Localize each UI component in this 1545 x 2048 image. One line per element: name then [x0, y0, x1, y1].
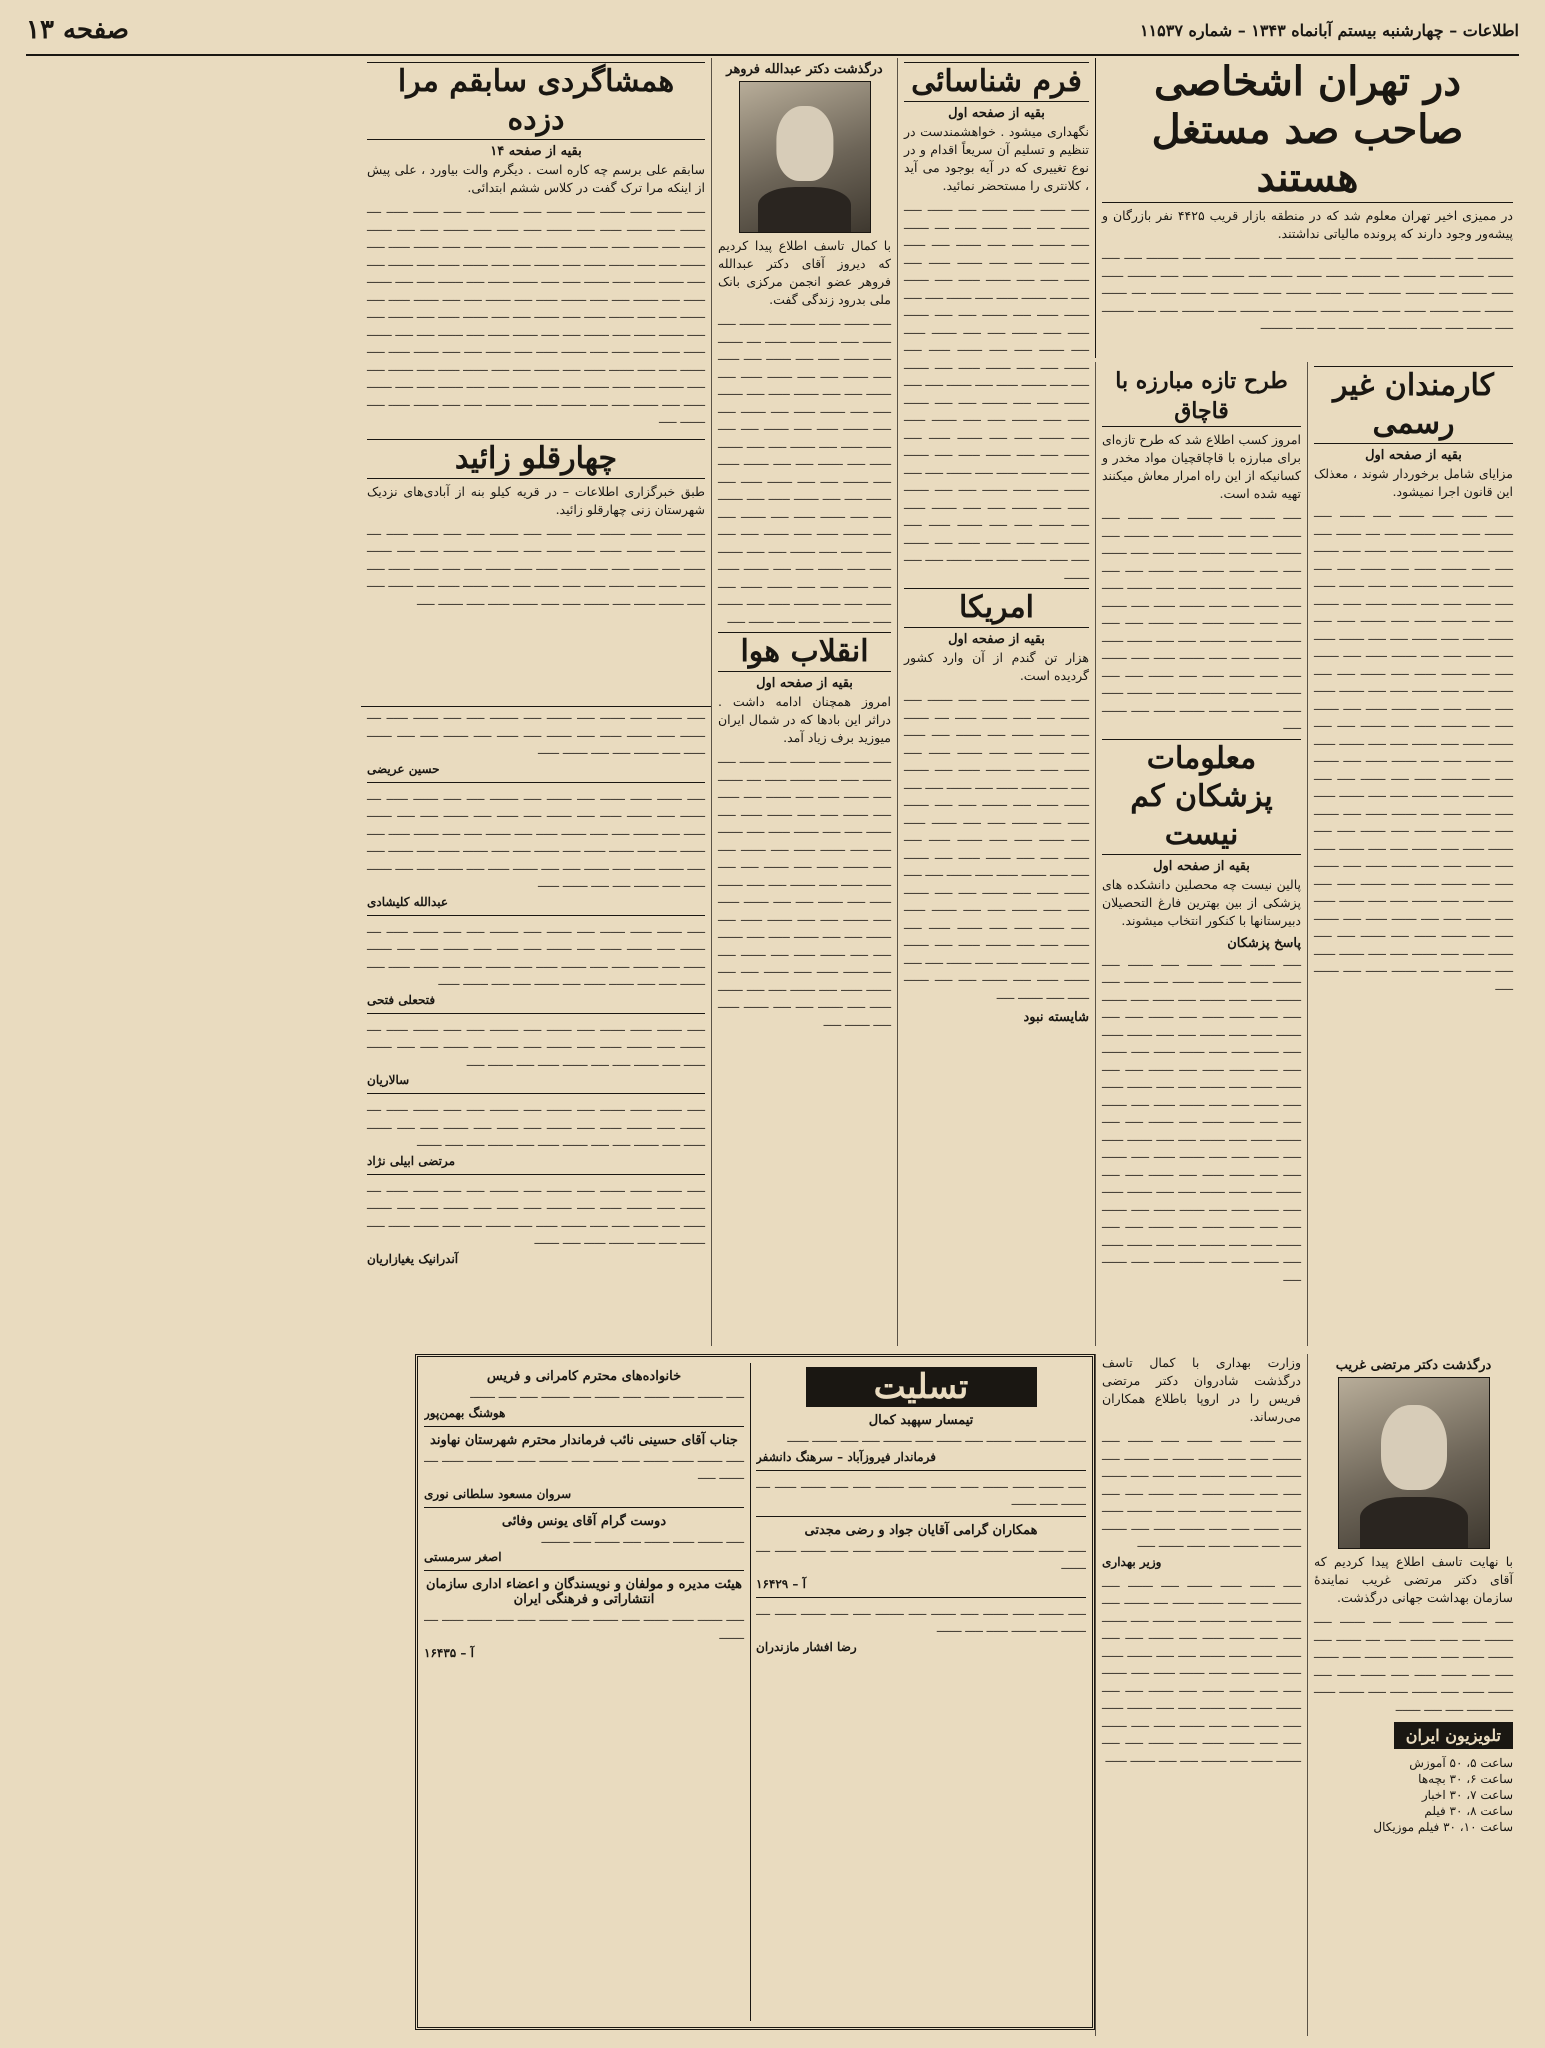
notice-sign: هوشنگ بهمن‌پور — [424, 1405, 506, 1420]
lead-article — [1095, 58, 1519, 358]
tv-schedule — [1314, 1755, 1513, 1835]
fares-sign: وزیر بهداری — [1102, 1554, 1162, 1569]
america-headline: امریکا — [904, 588, 1089, 628]
tv-item: ساعت ۸، ۳۰ فیلم — [1424, 1804, 1513, 1818]
check-sign: آندرانیک یغیازاریان — [367, 1251, 459, 1266]
tv-item: ساعت ۱۰، ۳۰ فیلم موزیکال — [1373, 1820, 1513, 1834]
quadruplets-body: ـــــ ـــــــ ــــــ ـــــــ ـــــ ـــــــ ـــــ ــــــــ ـــــ ـــــ ـــــــ ــــــ ــــ ـــــــ ـــــ ـــــــ ــــــ ـــــ ـــــــ ـــــ ــــــ ـــــ ـــــــ ـــــ ـــــ ـــــــ ــــــ ـــــ ـــــــ ـــــ ـــــ ـــــــ ــــــ ـــــ ـــــــ ـــــ ـــــ ـــــــ ــــــ ـــــ ـــــــ ـــــ ـــــ ـــــــ ــــــ ـــــ ـــــــ ـــــ ـــــ ـــــــ ــــــ ـــــ ـــــــ ـــــ ـــــ ـــــــ ــــــ ـــــ ـــــــ ـــــ ـــــ ـــــــ ــــــ ـــــ ـــــــ ـــــ — [367, 523, 705, 608]
informal-text: مزایای شامل برخوردار شوند ، معذلک این قانون اجرا نمیشود. — [1314, 466, 1513, 499]
america-text: هزار تن گندم از آن وارد کشور گردیده است. — [904, 650, 1089, 683]
check-sign: مرتضی ابیلی نژاد — [367, 1153, 456, 1168]
smuggling-headline: طرح تازه مبارزه با قاچاق — [1102, 366, 1301, 427]
hamshagardi-body: ـــــ ـــــــ ــــــ ـــــــ ـــــ ـــــــ ـــــ ــــــــ ـــــ ـــــ ـــــــ ــــــ ــــ ـــــــ ـــــ ـــــــ ــــــ ـــــ ـــــــ ـــــ ــــــ ـــــ ـــــــ ـــــ ـــــ ـــــــ ــــــ ـــــ ـــــــ ـــــ ـــــ ـــــــ ــــــ ـــــ ـــــــ ـــــ ـــــ ـــــــ ــــــ ـــــ ـــــــ ـــــ ـــــ ـــــــ ــــــ ـــــ ـــــــ ـــــ ـــــ ـــــــ ــــــ ـــــ ـــــــ ـــــ ـــــ ـــــــ ــــــ ـــــ ـــــــ ـــــ ـــــ ـــــــ ــــــ ـــــ ـــــــ ـــــ ـــــ ـــــــ ــــــ ـــــ ـــــــ ـــــ ـــــ ـــــــ ــــــ ـــــ ـــــــ ـــــ ـــــ ـــــــ ــــــ ـــــ ـــــــ ـــــ ـــــ ـــــــ ــــــ ـــــ ـــــــ ـــــ ـــــ ـــــــ ــــــ ـــــ ـــــــ ـــــ ـــــ ـــــــ ــــــ ـــــ ـــــــ ـــــ ـــــ ـــــــ ــــــ ـــــ ـــــــ ـــــ ـــــ ـــــــ ــــــ ـــــ ـــــــ ـــــ ـــــ ـــــــ ــــــ ـــــ ـــــــ ـــــ ـــــ ـــــــ ــــــ ـــــ ـــــــ ـــــ ـــــ ـــــــ ــــــ ـــــ ـــــــ ـــــ ـــــ ـــــــ ــــــ ـــــ ـــــــ ـــــ ـــــ ـــــــ ــــــ ـــــ ـــــــ ـــــ ـــــ ـــــــ ــــــ ـــــ ـــــــ ـــــ ـــــ ـــــــ ــــــ ـــــ ـــــــ ـــــ ـــــ ـــــــ ــــــ ـــــ ـــــــ ـــــ ـــــ ـــــــ ــــــ ـــــ ـــــــ ـــــ — [367, 202, 705, 426]
forouhar-article — [711, 58, 897, 1346]
notice-sign: آ – ۱۶۴۲۹ — [756, 1576, 806, 1591]
doctors-text: پالین نیست چه محصلین دانشکده های پزشکی از بین بهترین فارغ التحصیلان دبیرستانها با کنکور انتخاب میشوند. — [1102, 876, 1301, 928]
check-sign: عبدالله کلیشادی — [367, 894, 449, 909]
quadruplets-headline: چهارقلو زائید — [367, 439, 705, 479]
hamshagardi-kicker: بقیه از صفحه ۱۴ — [490, 144, 582, 159]
weather-headline: انقلاب هوا — [718, 632, 891, 672]
america-kicker: بقیه از صفحه اول — [948, 632, 1045, 647]
forouhar-text: با کمال تاسف اطلاع پیدا کردیم که دیروز آقای دکتر عبدالله فروهر عضو انجمن مرکزی بانک ملی بدرود زندگی گفت. — [718, 238, 891, 307]
doctors-kicker: بقیه از صفحه اول — [1153, 858, 1250, 874]
gharib-text: با نهایت تاسف اطلاع پیدا کردیم که آقای دکتر مرتضی غریب نمایندۀ سازمان بهداشت جهانی درگذشت. — [1314, 1554, 1513, 1605]
gharib-photo — [1338, 1377, 1490, 1549]
hamshagardi-article — [361, 58, 711, 698]
condolence-right: تسلیت تیمسار سپهبد کمال ـــــ ـــــــ ــــــ ـــــــ ـــــ ـــــــ ـــــ ــــــــ ـــــ ـــــ ـــــــ ــــــ فرماندار فیروزآباد – سرهنگ دانشفر ـــــ ـــــــ ــــــ ـــــــ ـــــ ـــــــ ـــــ ــــــــ ـــــ ـــــ ـــــــ ــــــ ــــ ـــــــ ـــــ ـــــــ همکاران گرامی آقایان جواد و رضی مجدتی ـــــ ـــــــ ــــــ ـــــــ ـــــ ـــــــ ـــــ ــــــــ ـــــ ـــــ ـــــــ ــــــ ــــ ـــــــ آ – ۱۶۴۲۹ ـــــ ـــــــ ــــــ ـــــــ ـــــ ـــــــ ـــــ ــــــــ ـــــ ـــــ ـــــــ ــــــ ــــ ـــــــ ـــــ ـــــــ ــــــ ـــــ ـــــــ رضا افشار مازندران — [756, 1367, 1086, 1654]
morphology-text: نگهداری میشود . خواهشمندست در تنظیم و تسلیم آن سریعاً اقدام و در نوع تغییری که در آیه بوجود می آید ، کلانتری را مستحضر نمائید. — [904, 124, 1089, 193]
quadruplets-text: طبق خبرگزاری اطلاعات – در قریه کیلو بنه از آبادی‌های نزدیک شهرستان زنی چهارقلو زائید. — [367, 483, 705, 517]
lost-checks: ـــــ ـــــــ ــــــ ـــــــ ـــــ ـــــــ ـــــ ــــــــ ـــــ ـــــ ـــــــ ــــــ ــــ ـــــــ ـــــ ـــــــ ــــــ ـــــ ـــــــ ـــــ ــــــ ـــــ ـــــــ ـــــ ـــــ ـــــــ ــــــ ـــــ ـــــــ ـــــ ـــــ ـــــــ ــــــ حسین عریضی ـــــ ـــــــ ــــــ ـــــــ ـــــ ـــــــ ـــــ ــــــــ ـــــ ـــــ ـــــــ ــــــ ــــ ـــــــ ـــــ ـــــــ ــــــ ـــــ ـــــــ ـــــ ــــــ ـــــ ـــــــ ـــــ ـــــ ـــــــ ــــــ ـــــ ـــــــ ـــــ ـــــ ـــــــ ــــــ ـــــ ـــــــ ـــــ ـــــ ـــــــ ــــــ ـــــ ـــــــ ـــــ ـــــ ـــــــ ــــــ ـــــ ـــــــ ـــــ ـــــ ـــــــ ــــــ ـــــ ـــــــ ـــــ ـــــ ـــــــ ــــــ ـــــ ـــــــ ـــــ ـــــ ـــــــ ــــــ ـــــ ـــــــ ـــــ ـــــ ـــــــ ــــــ ـــــ ـــــــ ـــــ ـــــ ـــــــ ــــــ عبدالله کلیشادی ـــــ ـــــــ ــــــ ـــــــ ـــــ ـــــــ ـــــ ــــــــ ـــــ ـــــ ـــــــ ــــــ ــــ ـــــــ ـــــ ـــــــ ــــــ ـــــ ـــــــ ـــــ ــــــ ـــــ ـــــــ ـــــ ـــــ ـــــــ ــــــ ـــــ ـــــــ ـــــ ـــــ ـــــــ ــــــ ـــــ ـــــــ ـــــ ـــــ ـــــــ ــــــ ـــــ ـــــــ ـــــ ـــــ ـــــــ ــــــ ـــــ ـــــــ ـــــ ـــــ ـــــــ ــــــ فتحعلی فتحی ـــــ ـــــــ ــــــ ـــــــ ـــــ ـــــــ ـــــ ــــــــ ـــــ ـــــ ـــــــ ــــــ ــــ ـــــــ ـــــ ـــــــ ــــــ ـــــ ـــــــ ـــــ ــــــ ـــــ ـــــــ ـــــ ـــــ ـــــــ ــــــ ـــــ ـــــــ ـــــ ـــــ ـــــــ ــــــ ـــــ ـــــــ ـــــ سالاریان ـــــ ـــــــ ــــــ ـــــــ ـــــ ـــــــ ـــــ ــــــــ ـــــ ـــــ ـــــــ ــــــ ــــ ـــــــ ـــــ ـــــــ ــــــ ـــــ ـــــــ ـــــ ــــــ ـــــ ـــــــ ـــــ ـــــ ـــــــ ــــــ ـــــ ـــــــ ـــــ ـــــ ـــــــ ــــــ ـــــ ـــــــ ـــــ ـــــ ـــــــ مرتضی ابیلی نژاد ـــــ ـــــــ ــــــ ـــــــ ـــــ ـــــــ ـــــ ــــــــ ـــــ ـــــ ـــــــ ــــــ ــــ ـــــــ ـــــ ـــــــ ــــــ ـــــ ـــــــ ـــــ ــــــ ـــــ ـــــــ ـــــ ـــــ ـــــــ ــــــ ـــــ ـــــــ ـــــ ـــــ ـــــــ ــــــ ـــــ ـــــــ ـــــ ـــــ ـــــــ ــــــ ـــــ ـــــــ ـــــ ـــــ ـــــــ ــــــ ـــــ ـــــــ آندرانیک یغیازاریان — [361, 706, 711, 2036]
columns — [26, 58, 1519, 2036]
informal-kicker: بقیه از صفحه اول — [1365, 448, 1462, 463]
notice-sign: آ – ۱۶۴۳۵ — [424, 1646, 474, 1660]
condolence-left: خانواده‌های محترم کامرانی و فریس ـــــ ـــــــ ــــــ ـــــــ ـــــ ـــــــ ـــــ ــــــــ ـــــ ـــــ ـــــــ هوشنگ بهمن‌پور جناب آقای حسینی نائب فرماندار محترم شهرستان نهاوند ـــــ ـــــــ ــــــ ـــــــ ـــــ ـــــــ ـــــ ــــــــ ـــــ ـــــ ـــــــ ــــــ ــــ ـــــــ ـــــ سروان مسعود سلطانی نوری دوست گرام آقای یونس وفائی ـــــ ـــــــ ــــــ ـــــــ ـــــ ـــــــ ـــــ ــــــــ اصغر سرمستی هیئت مدیره و مولفان و نویسندگان و اعضاء اداری سازمان انتشاراتی و فرهنگی ایران ـــــ ـــــــ ــــــ ـــــــ ـــــ ـــــــ ـــــ ــــــــ ـــــ ـــــ ـــــــ ــــــ ــــ ـــــــ آ – ۱۶۴۳۵ — [424, 1363, 751, 2021]
informal-headline: کارمندان غیر رسمی — [1314, 366, 1513, 444]
check-sign: فتحعلی فتحی — [367, 992, 436, 1007]
condolence-title: تسلیت — [806, 1367, 1037, 1407]
fares-text: وزارت بهداری با کمال تاسف درگذشت شادروان دکتر مرتضی فریس را در اروپا باطلاع همکاران می‌رساند. — [1102, 1355, 1301, 1424]
doctors-body: ـــــ ـــــــ ــــــ ـــــــ ـــــ ـــــــ ـــــ ــــــــ ـــــ ـــــ ـــــــ ــــــ ــــ ـــــــ ـــــ ـــــــ ــــــ ـــــ ـــــــ ـــــ ــــــ ـــــ ـــــــ ـــــ ـــــ ـــــــ ــــــ ـــــ ـــــــ ـــــ ـــــ ـــــــ ــــــ ـــــ ـــــــ ـــــ ـــــ ـــــــ ــــــ ـــــ ـــــــ ـــــ ـــــ ـــــــ ــــــ ـــــ ـــــــ ـــــ ـــــ ـــــــ ــــــ ـــــ ـــــــ ـــــ ـــــ ـــــــ ــــــ ـــــ ـــــــ ـــــ ـــــ ـــــــ ــــــ ـــــ ـــــــ ـــــ ـــــ ـــــــ ــــــ ـــــ ـــــــ ـــــ ـــــ ـــــــ ــــــ ـــــ ـــــــ ـــــ ـــــ ـــــــ ــــــ ـــــ ـــــــ ـــــ ـــــ ـــــــ ــــــ ـــــ ـــــــ ـــــ ـــــ ـــــــ ــــــ ـــــ ـــــــ ـــــ ـــــ ـــــــ ــــــ ـــــ ـــــــ ـــــ ـــــ ـــــــ ــــــ ـــــ ـــــــ ـــــ ـــــ ـــــــ ــــــ ـــــ ـــــــ ـــــ ـــــ ـــــــ ــــــ ـــــ ـــــــ ـــــ ـــــ ـــــــ ــــــ ـــــ ـــــــ ـــــ ـــــ ـــــــ ــــــ ـــــ ـــــــ ـــــ ـــــ ـــــــ ــــــ ـــــ ـــــــ ـــــ ـــــ ـــــــ ــــــ ـــــ ـــــــ ـــــ — [1102, 954, 1301, 1284]
weather-body: ـــــ ـــــــ ــــــ ـــــــ ـــــ ـــــــ ـــــ ــــــــ ـــــ ـــــ ـــــــ ــــــ ــــ ـــــــ ـــــ ـــــــ ــــــ ـــــ ـــــــ ـــــ ــــــ ـــــ ـــــــ ـــــ ـــــ ـــــــ ــــــ ـــــ ـــــــ ـــــ ـــــ ـــــــ ــــــ ـــــ ـــــــ ـــــ ـــــ ـــــــ ــــــ ـــــ ـــــــ ـــــ ـــــ ـــــــ ــــــ ـــــ ـــــــ ـــــ ـــــ ـــــــ ــــــ ـــــ ـــــــ ـــــ ـــــ ـــــــ ــــــ ـــــ ـــــــ ـــــ ـــــ ـــــــ ــــــ ـــــ ـــــــ ـــــ ـــــ ـــــــ ــــــ ـــــ ـــــــ ـــــ ـــــ ـــــــ ــــــ ـــــ ـــــــ ـــــ ـــــ ـــــــ ــــــ ـــــ ـــــــ ـــــ ـــــ ـــــــ ــــــ ـــــ ـــــــ ـــــ ـــــ ـــــــ ــــــ ـــــ ـــــــ ـــــ ـــــ ـــــــ ــــــ ـــــ ـــــــ ـــــ ـــــ ـــــــ ــــــ ـــــ ـــــــ ـــــ — [718, 752, 891, 1029]
america-body: ـــــ ـــــــ ــــــ ـــــــ ـــــ ـــــــ ـــــ ــــــــ ـــــ ـــــ ـــــــ ــــــ ــــ ـــــــ ـــــ ـــــــ ــــــ ـــــ ـــــــ ـــــ ــــــ ـــــ ـــــــ ـــــ ـــــ ـــــــ ــــــ ـــــ ـــــــ ـــــ ـــــ ـــــــ ــــــ ـــــ ـــــــ ـــــ ـــــ ـــــــ ــــــ ـــــ ـــــــ ـــــ ـــــ ـــــــ ــــــ ـــــ ـــــــ ـــــ ـــــ ـــــــ ــــــ ـــــ ـــــــ ـــــ ـــــ ـــــــ ــــــ ـــــ ـــــــ ـــــ ـــــ ـــــــ ــــــ ـــــ ـــــــ ـــــ ـــــ ـــــــ ــــــ ـــــ ـــــــ ـــــ ـــــ ـــــــ ــــــ ـــــ ـــــــ ـــــ ـــــ ـــــــ ــــــ ـــــ ـــــــ ـــــ ـــــ ـــــــ ــــــ ـــــ ـــــــ ـــــ ـــــ ـــــــ ــــــ ـــــ ـــــــ ـــــ ـــــ ـــــــ ــــــ ـــــ ـــــــ ـــــ ـــــ ـــــــ ــــــ ـــــ ـــــــ ـــــ ـــــ ـــــــ ــــــ ـــــ ـــــــ ـــــ ـــــ ـــــــ ــــــ ـــــ ـــــــ ـــــ ـــــ ـــــــ ــــــ ـــــ ـــــــ ـــــ — [904, 690, 1089, 1002]
notice-title: جناب آقای حسینی نائب فرماندار محترم شهرستان نهاوند — [430, 1432, 738, 1448]
informal-body: ـــــ ـــــــ ــــــ ـــــــ ـــــ ـــــــ ـــــ ــــــــ ـــــ ـــــ ـــــــ ــــــ ــــ ـــــــ ـــــ ـــــــ ــــــ ـــــ ـــــــ ـــــ ــــــ ـــــ ـــــــ ـــــ ـــــ ـــــــ ــــــ ـــــ ـــــــ ـــــ ـــــ ـــــــ ــــــ ـــــ ـــــــ ـــــ ـــــ ـــــــ ــــــ ـــــ ـــــــ ـــــ ـــــ ـــــــ ــــــ ـــــ ـــــــ ـــــ ـــــ ـــــــ ــــــ ـــــ ـــــــ ـــــ ـــــ ـــــــ ــــــ ـــــ ـــــــ ـــــ ـــــ ـــــــ ــــــ ـــــ ـــــــ ـــــ ـــــ ـــــــ ــــــ ـــــ ـــــــ ـــــ ـــــ ـــــــ ــــــ ـــــ ـــــــ ـــــ ـــــ ـــــــ ــــــ ـــــ ـــــــ ـــــ ـــــ ـــــــ ــــــ ـــــ ـــــــ ـــــ ـــــ ـــــــ ــــــ ـــــ ـــــــ ـــــ ـــــ ـــــــ ــــــ ـــــ ـــــــ ـــــ ـــــ ـــــــ ــــــ ـــــ ـــــــ ـــــ ـــــ ـــــــ ــــــ ـــــ ـــــــ ـــــ ـــــ ـــــــ ــــــ ـــــ ـــــــ ـــــ ـــــ ـــــــ ــــــ ـــــ ـــــــ ـــــ ـــــ ـــــــ ــــــ ـــــ ـــــــ ـــــ ـــــ ـــــــ ــــــ ـــــ ـــــــ ـــــ ـــــ ـــــــ ــــــ ـــــ ـــــــ ـــــ ـــــ ـــــــ ــــــ ـــــ ـــــــ ـــــ ـــــ ـــــــ ــــــ ـــــ ـــــــ ـــــ ـــــ ـــــــ ــــــ ـــــ ـــــــ ـــــ ـــــ ـــــــ ــــــ ـــــ ـــــــ ـــــ ـــــ ـــــــ ــــــ ـــــ ـــــــ ـــــ ـــــ ـــــــ ــــــ ـــــ ـــــــ ـــــ ـــــ ـــــــ ــــــ ـــــ ـــــــ ـــــ ـــــ ـــــــ ــــــ ـــــ ـــــــ ـــــ ـــــ ـــــــ ــــــ ـــــ ـــــــ ـــــ ـــــ ـــــــ ــــــ ـــــ ـــــــ ـــــ ـــــ ـــــــ ــــــ ـــــ ـــــــ ـــــ ـــــ ـــــــ ــــــ ـــــ ـــــــ ـــــ — [1314, 506, 1513, 993]
notice-title: دوست گرام آقای یونس وفائی — [501, 1513, 667, 1529]
lead-headline: در تهران اشخاصی صاحب صد مستغل هستند — [1102, 58, 1513, 203]
weather-text: امروز همچنان ادامه داشت . دراثر این بادها که در شمال ایران میوزید برف زیاد آمد. — [718, 694, 891, 745]
tv-item: ساعت ۵، ۵۰ آموزش — [1409, 1756, 1513, 1770]
forouhar-caption: درگذشت دکتر عبدالله فروهر — [726, 62, 883, 77]
gharib-article — [1307, 1354, 1519, 2036]
gharib-caption: درگذشت دکتر مرتضی غریب — [1335, 1358, 1492, 1373]
lead-text: در ممیزی اخیر تهران معلوم شد که در منطقه بازار قریب ۴۴۲۵ نفر بازرگان و پیشه‌ور وجود دارند که پرونده مالیاتی نداشتند. — [1102, 208, 1513, 241]
morphology-body: ـــــ ـــــــ ــــــ ـــــــ ـــــ ـــــــ ـــــ ــــــــ ـــــ ـــــ ـــــــ ــــــ ــــ ـــــــ ـــــ ـــــــ ــــــ ـــــ ـــــــ ـــــ ــــــ ـــــ ـــــــ ـــــ ـــــ ـــــــ ــــــ ـــــ ـــــــ ـــــ ـــــ ـــــــ ــــــ ـــــ ـــــــ ـــــ ـــــ ـــــــ ــــــ ـــــ ـــــــ ـــــ ـــــ ـــــــ ــــــ ـــــ ـــــــ ـــــ ـــــ ـــــــ ــــــ ـــــ ـــــــ ـــــ ـــــ ـــــــ ــــــ ـــــ ـــــــ ـــــ ـــــ ـــــــ ــــــ ـــــ ـــــــ ـــــ ـــــ ـــــــ ــــــ ـــــ ـــــــ ـــــ ـــــ ـــــــ ــــــ ـــــ ـــــــ ـــــ ـــــ ـــــــ ــــــ ـــــ ـــــــ ـــــ ـــــ ـــــــ ــــــ ـــــ ـــــــ ـــــ ـــــ ـــــــ ــــــ ـــــ ـــــــ ـــــ ـــــ ـــــــ ــــــ ـــــ ـــــــ ـــــ ـــــ ـــــــ ــــــ ـــــ ـــــــ ـــــ ـــــ ـــــــ ــــــ ـــــ ـــــــ ـــــ ـــــ ـــــــ ــــــ ـــــ ـــــــ ـــــ ـــــ ـــــــ ــــــ ـــــ ـــــــ ـــــ ـــــ ـــــــ ــــــ ـــــ ـــــــ ـــــ ـــــ ـــــــ ــــــ ـــــ ـــــــ ـــــ ـــــ ـــــــ ــــــ ـــــ ـــــــ ـــــ ـــــ ـــــــ ــــــ ـــــ ـــــــ ـــــ ـــــ ـــــــ — [904, 200, 1089, 582]
tv-logo: تلویزیون ایران — [1394, 1722, 1513, 1749]
gharib-body: ـــــ ـــــــ ــــــ ـــــــ ـــــ ـــــــ ـــــ ــــــــ ـــــ ـــــ ـــــــ ــــــ ــــ ـــــــ ـــــ ـــــــ ــــــ ـــــ ـــــــ ـــــ ــــــ ـــــ ـــــــ ـــــ ـــــ ـــــــ ــــــ ـــــ ـــــــ ـــــ ـــــ ـــــــ ــــــ ـــــ ـــــــ ـــــ ـــــ ـــــــ ــــــ ـــــ ـــــــ ـــــ ـــــ ـــــــ — [1314, 1612, 1513, 1714]
tv-item: ساعت ۷، ۳۰ اخبار — [1421, 1788, 1513, 1802]
lead-body: ــــــــــ ـــــ ــــــــ ــــــ ـــــــــ ـــ ــــــ ــــــــ ـــــ ـــــــ ـــــــ ـــــ ـــــــــ ـــــ ـــــ ـــــــ ـــــــ ــــ ـــــــــ ــــ ــــــــ ــــــ ـــــــ ــــــ ـــــ ـــــــــ ـــــــ ـــــ ــــــــ ــــــ ــــــ ـــــــ ـــــ ــــــــ ـــــــــ ـــــ ـــــــ ـــــــ ـــــ ـــــــ ـــــ ـــــــ ـــــــ ــــ ـــــــ ــــــــ ـــــ ــــــــ ــــــ ـــــ ـــــــ ــــــــ ــــــ ـــــ ــــــــ ـــــ ـــــــــ ـــــ ـــــ ـــــــــ ـــــ ـــــــ ـــــ ــــــ ــــــــ ـــــ ـــــــ ـــــ ـــــ ـــــــــ — [1102, 248, 1513, 332]
issue-info: اطلاعات – چهارشنبه بیستم آبانماه ۱۳۴۳ – شماره ۱۱۵۳۷ — [1139, 20, 1519, 40]
notice-title: خانواده‌های محترم کامرانی و فریس — [486, 1369, 682, 1384]
forouhar-body: ـــــ ـــــــ ــــــ ـــــــ ـــــ ـــــــ ـــــ ــــــــ ـــــ ـــــ ـــــــ ــــــ ــــ ـــــــ ـــــ ـــــــ ــــــ ـــــ ـــــــ ـــــ ــــــ ـــــ ـــــــ ـــــ ـــــ ـــــــ ــــــ ـــــ ـــــــ ـــــ ـــــ ـــــــ ــــــ ـــــ ـــــــ ـــــ ـــــ ـــــــ ــــــ ـــــ ـــــــ ـــــ ـــــ ـــــــ ــــــ ـــــ ـــــــ ـــــ ـــــ ـــــــ ــــــ ـــــ ـــــــ ـــــ ـــــ ـــــــ ــــــ ـــــ ـــــــ ـــــ ـــــ ـــــــ ــــــ ـــــ ـــــــ ـــــ ـــــ ـــــــ ــــــ ـــــ ـــــــ ـــــ ـــــ ـــــــ ــــــ ـــــ ـــــــ ـــــ ـــــ ـــــــ ــــــ ـــــ ـــــــ ـــــ ـــــ ـــــــ ــــــ ـــــ ـــــــ ـــــ ـــــ ـــــــ ــــــ ـــــ ـــــــ ـــــ ـــــ ـــــــ ــــــ ـــــ ـــــــ ـــــ ـــــ ـــــــ ــــــ ـــــ ـــــــ ـــــ ـــــ ـــــــ ــــــ ـــــ ـــــــ ـــــ ـــــ ـــــــ ــــــ ـــــ ـــــــ ـــــ ـــــ ـــــــ ــــــ ـــــ ـــــــ ـــــ — [718, 314, 891, 626]
forouhar-photo — [739, 81, 871, 233]
notice-sign: سروان مسعود سلطانی نوری — [424, 1486, 572, 1501]
smuggling-article — [1095, 362, 1307, 1346]
notice-sign: اصغر سرمستی — [424, 1550, 502, 1564]
notice-sign: رضا افشار مازندران — [756, 1639, 857, 1654]
masthead — [26, 10, 1519, 56]
page-number: صفحه ۱۳ — [26, 15, 129, 45]
morphology-article — [897, 58, 1095, 1346]
doctors-sub: پاسخ پزشکان — [1227, 935, 1301, 951]
notice-title: تیمسار سپهبد کمال — [868, 1413, 974, 1428]
hamshagardi-headline: همشاگردی سابقم مرا دزده — [367, 62, 705, 140]
morphology-headline: فرم شناسائی — [904, 62, 1089, 102]
hamshagardi-text: سابقم على برسم چه کاره است . دیگرم والت بیاورد ، علی پیش از اینکه مرا ترک گفت در کلاس ششم ابتدائی. — [367, 162, 705, 195]
weather-kicker: بقیه از صفحه اول — [756, 676, 853, 691]
check-sign: حسین عریضی — [367, 761, 440, 776]
doctors-headline: معلومات پزشکان کم نیست — [1102, 739, 1301, 855]
condolence-block — [415, 1354, 1095, 2030]
health-ministry-notice: وزارت بهداری با کمال تاسف درگذشت شادروان دکتر مرتضی فریس را در اروپا باطلاع همکاران می‌رساند. ـــــ ـــــــ ــــــ ـــــــ ـــــ ـــــــ ـــــ ــــــــ ـــــ ـــــ ـــــــ ــــــ ــــ ـــــــ ـــــ ـــــــ ــــــ ـــــ ـــــــ ـــــ ــــــ ـــــ ـــــــ ـــــ ـــــ ـــــــ ــــــ ـــــ ـــــــ ـــــ ـــــ ـــــــ ــــــ ـــــ ـــــــ ـــــ ـــــ ـــــــ ــــــ ـــــ ـــــــ ـــــ ـــــ ـــــــ ــــــ ـــــ ـــــــ ـــــ ـــــ ـــــــ ــــــ ـــــ ـــــــ ـــــ وزیر بهداری ـــــ ـــــــ ــــــ ـــــــ ـــــ ـــــــ ـــــ ــــــــ ـــــ ـــــ ـــــــ ــــــ ــــ ـــــــ ـــــ ـــــــ ــــــ ـــــ ـــــــ ـــــ ــــــ ـــــ ـــــــ ـــــ ـــــ ـــــــ ــــــ ـــــ ـــــــ ـــــ ـــــ ـــــــ ــــــ ـــــ ـــــــ ـــــ ـــــ ـــــــ ــــــ ـــــ ـــــــ ـــــ ـــــ ـــــــ ــــــ ـــــ ـــــــ ـــــ ـــــ ـــــــ ــــــ ـــــ ـــــــ ـــــ ـــــ ـــــــ ــــــ ـــــ ـــــــ ـــــ ـــــ ـــــــ ــــــ ـــــ ـــــــ ـــــ ـــــ ـــــــ ــــــ ـــــ ـــــــ ـــــ ـــــ ـــــــ ــــــ ـــــ ـــــــ ـــــ ـــــ ـــــــ ــــــ ـــــ ـــــــ ـــــ ـــــ ـــــــ ــــــ — [1095, 1354, 1307, 2036]
america-sub: شایسته نبود — [1023, 1010, 1089, 1025]
notice-title: همکاران گرامی آقایان جواد و رضی مجدتی — [804, 1522, 1038, 1538]
smuggling-body: ـــــ ـــــــ ــــــ ـــــــ ـــــ ـــــــ ـــــ ــــــــ ـــــ ـــــ ـــــــ ــــــ ــــ ـــــــ ـــــ ـــــــ ــــــ ـــــ ـــــــ ـــــ ــــــ ـــــ ـــــــ ـــــ ـــــ ـــــــ ــــــ ـــــ ـــــــ ـــــ ـــــ ـــــــ ــــــ ـــــ ـــــــ ـــــ ـــــ ـــــــ ــــــ ـــــ ـــــــ ـــــ ـــــ ـــــــ ــــــ ـــــ ـــــــ ـــــ ـــــ ـــــــ ــــــ ـــــ ـــــــ ـــــ ـــــ ـــــــ ــــــ ـــــ ـــــــ ـــــ ـــــ ـــــــ ــــــ ـــــ ـــــــ ـــــ ـــــ ـــــــ ــــــ ـــــ ـــــــ ـــــ ـــــ ـــــــ ــــــ ـــــ ـــــــ ـــــ ـــــ ـــــــ ــــــ ـــــ ـــــــ ـــــ ـــــ ـــــــ ــــــ ـــــ ـــــــ ـــــ ـــــ ـــــــ ــــــ ـــــ ـــــــ ـــــ — [1102, 508, 1301, 732]
smuggling-text: امروز کسب اطلاع شد که طرح تازه‌ای برای مبارزه با قاچاقچیان مواد مخدر و کسانیکه از این راه امرار معاش میکنند تهیه شده است. — [1102, 432, 1301, 501]
informal-article — [1307, 362, 1519, 1346]
notice-sign: فرماندار فیروزآباد – سرهنگ دانشفر — [756, 1449, 936, 1464]
tv-item: ساعت ۶، ۳۰ بچه‌ها — [1418, 1772, 1513, 1786]
morphology-kicker: بقیه از صفحه اول — [948, 106, 1045, 121]
notice-title: هیئت مدیره و مولفان و نویسندگان و اعضاء اداری سازمان انتشاراتی و فرهنگی ایران — [426, 1577, 742, 1607]
check-sign: سالاریان — [367, 1073, 410, 1087]
